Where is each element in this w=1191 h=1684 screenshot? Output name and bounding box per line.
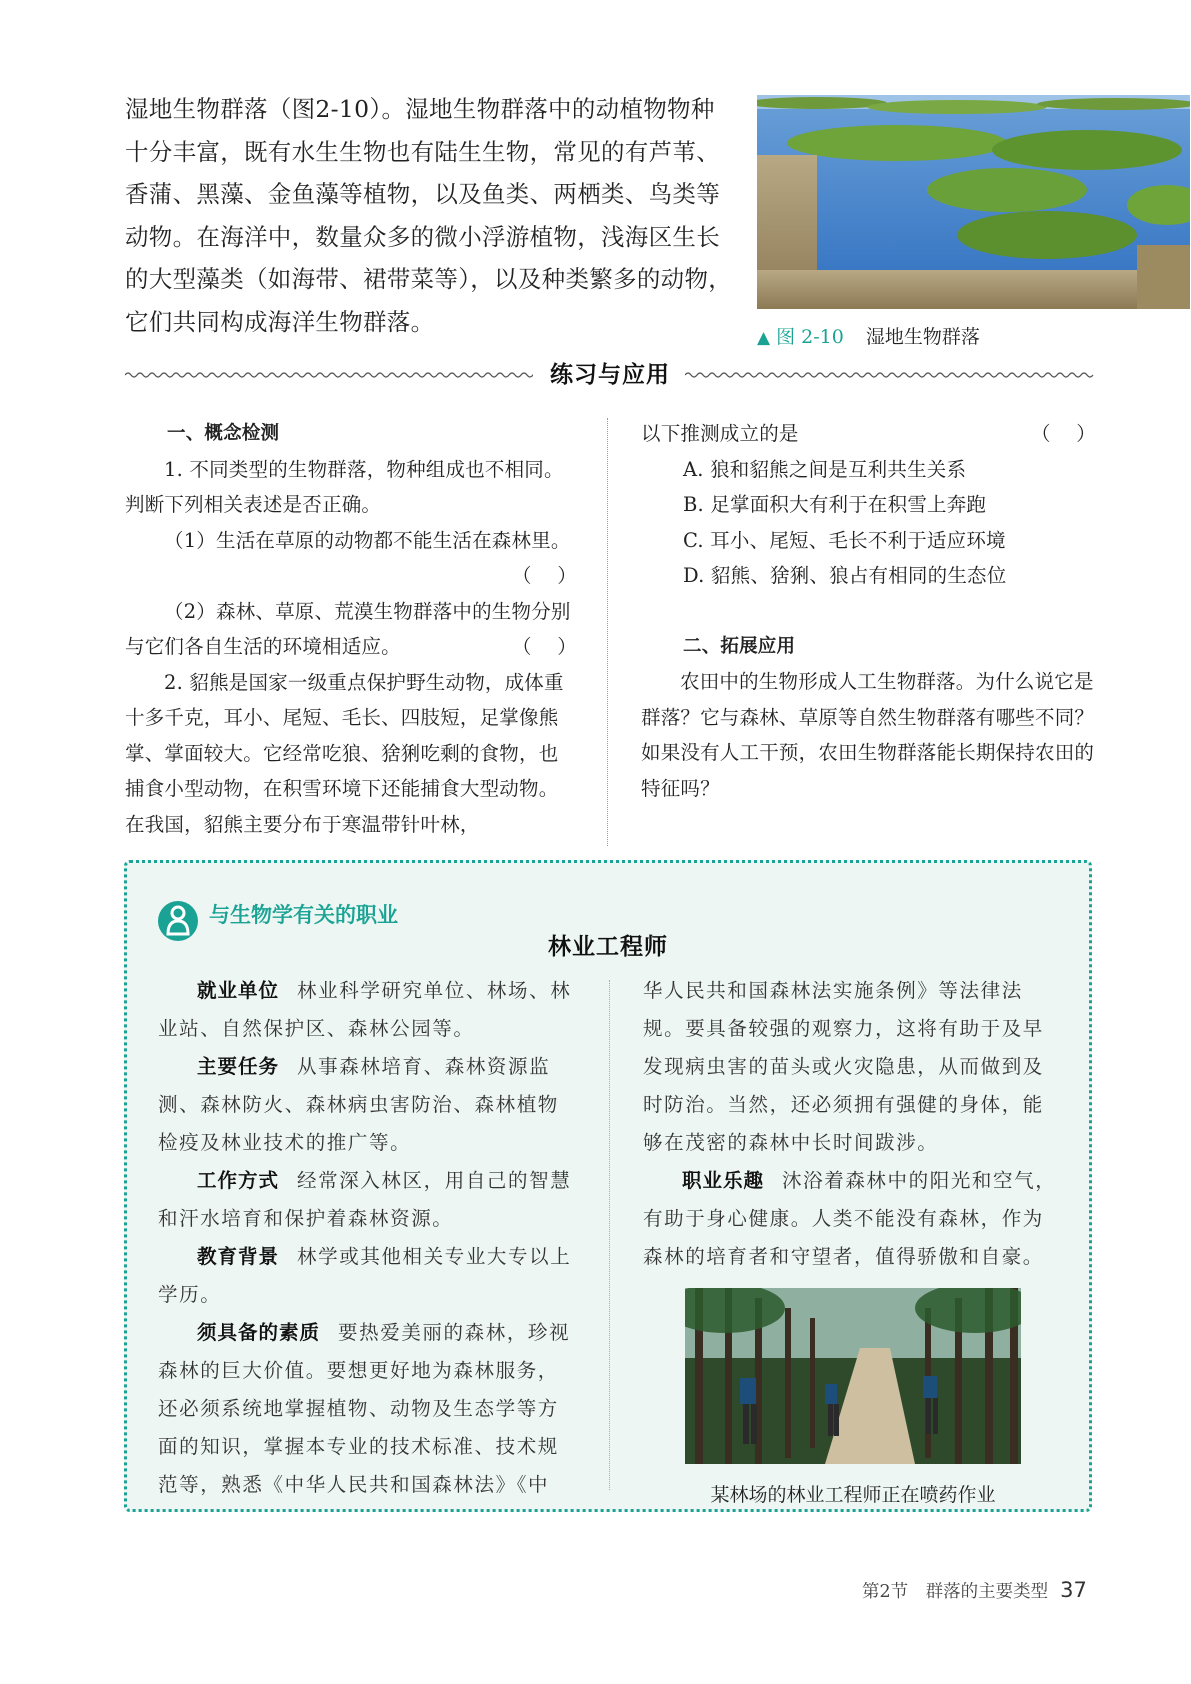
- triangle-icon: ▲: [757, 328, 771, 348]
- career-label: 与生物学有关的职业: [209, 903, 398, 927]
- question-1-item-1: （1）生活在草原的动物都不能生活在森林里。: [164, 528, 571, 552]
- intro-line: 的大型藻类（如海带、裙带菜等），以及种类繁多的动物，: [125, 265, 733, 293]
- career-right-column: [643, 972, 1061, 1276]
- method-paragraph: [158, 1162, 578, 1238]
- part2-text: 农田中的生物形成人工生物群落。为什么说它是群落？它与森林、草原等自然生物群落有哪些不同？如果没有人工干预，农田生物群落能长期保持农田的特征吗？: [641, 670, 1095, 800]
- page-footer: [862, 1578, 1087, 1603]
- education-keyword: 教育背景: [197, 1245, 280, 1268]
- exercise-right-column: [641, 416, 1096, 806]
- option-a: A. 狼和貂熊之间是互利共生关系: [683, 457, 967, 481]
- option-c: C. 耳小、尾短、毛长不利于适应环境: [683, 528, 1006, 552]
- option-b: B. 足掌面积大有利于在积雪上奔跑: [683, 493, 987, 516]
- quality-keyword: 须具备的素质: [197, 1321, 321, 1344]
- question-2-continuation: [641, 416, 1096, 452]
- wetland-photo: [757, 95, 1190, 309]
- intro-line: 动物。在海洋中，数量众多的微小浮游植物，浅海区生长: [125, 222, 720, 251]
- forestry-photo-caption: 某林场的林业工程师正在喷药作业: [710, 1484, 996, 1506]
- figure-title: 湿地生物群落: [865, 326, 980, 348]
- fun-paragraph: [643, 1162, 1061, 1276]
- method-text: 经常深入林区，用自己的智慧和汗水培育和保护着森林资源。: [158, 1169, 572, 1230]
- option-d: D. 貂熊、猞猁、狼占有相同的生态位: [683, 564, 1007, 587]
- method-keyword: 工作方式: [197, 1169, 280, 1192]
- spacer: [641, 594, 1096, 629]
- section-header: [125, 356, 1095, 392]
- question-1-item-2: [125, 594, 577, 665]
- employer-text: 林业科学研究单位、林场、林业站、自然保护区、森林公园等。: [158, 979, 572, 1040]
- quality-paragraph: [158, 1314, 578, 1504]
- employer-keyword: 就业单位: [197, 979, 280, 1002]
- tasks-paragraph: [158, 1048, 578, 1162]
- education-text: 林学或其他相关专业大专以上学历。: [158, 1245, 572, 1306]
- intro-line: 它们共同构成海洋生物群落。: [125, 307, 435, 336]
- employer-paragraph: [158, 972, 578, 1048]
- part2-heading: 二、拓展应用: [683, 635, 796, 657]
- fun-text: 沐浴着森林中的阳光和空气，有助于身心健康。人类不能没有森林，作为森林的培育者和守望者，值得骄傲和自豪。: [643, 1169, 1057, 1268]
- answer-paren: （ ）: [512, 564, 577, 587]
- intro-line: 香蒲、黑藻、金鱼藻等植物，以及鱼类、两栖类、鸟类等: [125, 180, 720, 208]
- footer-section: 第2节 群落的主要类型: [862, 1582, 1049, 1602]
- figure-number: 图 2-10: [776, 326, 844, 348]
- question-2-cont-text: 以下推测成立的是: [641, 422, 799, 445]
- forestry-photo: [685, 1288, 1021, 1464]
- tasks-text: 从事森林培育、森林资源监测、森林防火、森林病虫害防治、森林植物检疫及林业技术的推广等。: [158, 1055, 559, 1154]
- question-2-text: 2. 貂熊是国家一级重点保护野生动物，成体重十多千克，耳小、尾短、毛长、四肢短，足掌像熊掌、掌面较大。它经常吃狼、猞猁吃剩的食物，也捕食小型动物，在积雪环境下还能捕食大型动物。在我国，貂熊主要分布于寒温带针叶林，: [125, 670, 564, 836]
- exercise-left-column: [125, 416, 577, 842]
- quality-continuation: 华人民共和国森林法实施条例》等法律法规。要具备较强的观察力，这将有助于及早发现病虫害的苗头或火灾隐患，从而做到及时防治。当然，还必须拥有强健的身体，能够在茂密的森林中长时间跋涉。: [643, 979, 1044, 1154]
- wavy-rule-right: [685, 371, 1095, 379]
- question-1-item-2-text: （2）森林、草原、荒漠生物群落中的生物分别与它们各自生活的环境相适应。: [125, 599, 571, 658]
- intro-line: 湿地生物群落（图2-10）。湿地生物群落中的动植物物种: [125, 95, 715, 123]
- quality-text: 要热爱美丽的森林，珍视森林的巨大价值。要想更好地为森林服务，还必须系统地掌握植物、动物及生态学等方面的知识，掌握本专业的技术标准、技术规范等，熟悉《中华人民共和国森林法》《中: [158, 1321, 571, 1496]
- question-1-intro: 1. 不同类型的生物群落，物种组成也不相同。判断下列相关表述是否正确。: [125, 457, 564, 516]
- career-column-divider: [609, 980, 610, 1490]
- education-paragraph: [158, 1238, 578, 1314]
- section-title: 练习与应用: [550, 362, 670, 388]
- answer-paren: （ ）: [512, 635, 577, 658]
- figure-2-10-caption: [757, 322, 980, 349]
- page-number: 37: [1060, 1578, 1087, 1602]
- intro-paragraph: [125, 88, 745, 343]
- column-divider: [607, 418, 608, 846]
- career-left-column: [158, 972, 578, 1504]
- career-title: 林业工程师: [548, 934, 668, 960]
- person-icon: [157, 900, 199, 942]
- intro-line: 十分丰富，既有水生生物也有陆生生物，常见的有芦苇、: [125, 137, 720, 166]
- wavy-rule-left: [125, 371, 533, 379]
- part1-heading: 一、概念检测: [167, 423, 280, 444]
- answer-paren: （ ）: [1031, 422, 1096, 445]
- tasks-keyword: 主要任务: [197, 1055, 280, 1078]
- fun-keyword: 职业乐趣: [682, 1169, 765, 1192]
